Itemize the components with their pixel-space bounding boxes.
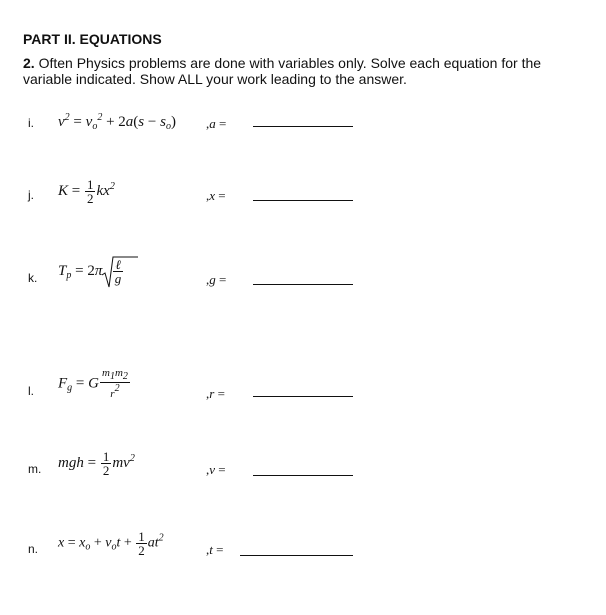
problem-k	[28, 258, 348, 308]
answer-line[interactable]	[240, 555, 353, 556]
problem-n	[28, 528, 348, 578]
solve-variable: r	[209, 386, 215, 401]
instructions-paragraph	[23, 55, 583, 87]
problem-i	[28, 112, 348, 162]
answer-line[interactable]	[253, 126, 353, 127]
solve-for: ,x =	[206, 188, 226, 203]
solve-variable: a	[209, 116, 216, 131]
question-number: 2.	[23, 55, 35, 71]
answer-line[interactable]	[253, 284, 353, 285]
problem-label: m.	[28, 462, 42, 476]
problem-m	[28, 448, 348, 498]
equation: $T_p = 2\pi$ $\frac{\text{ℓ}}{g}$	[58, 258, 124, 285]
solve-for: ,g =	[206, 272, 227, 287]
answer-line[interactable]	[253, 200, 353, 201]
answer-line[interactable]	[253, 396, 353, 397]
problem-label: n.	[28, 542, 39, 556]
equation: mgh = $\frac{1}{2}$ $mv^2$	[58, 449, 135, 478]
equation: $x = x_o + v_ot$ + $\frac{1}{2}$ $at^2$	[58, 529, 164, 558]
section-title: PART II. EQUATIONS	[23, 31, 162, 47]
solve-for: ,v =	[206, 462, 226, 477]
solve-variable: t	[209, 542, 213, 557]
solve-for: ,t =	[206, 542, 224, 557]
solve-variable: x	[209, 188, 216, 203]
equation: $v^2 = v_o^2 + 2a(s - s_o)$	[58, 112, 176, 132]
solve-for: ,a =	[206, 116, 227, 131]
problem-label: j.	[28, 188, 34, 202]
answer-line[interactable]	[253, 475, 353, 476]
solve-variable: v	[209, 462, 216, 477]
instructions-text: Often Physics problems are done with variables only. Solve each equation for the variable indicated. Show ALL your work leading to the answer.	[23, 55, 542, 87]
problem-label: l.	[28, 384, 34, 398]
problem-label: k.	[28, 271, 38, 285]
problem-label: i.	[28, 116, 34, 130]
problem-j	[28, 178, 348, 228]
equation: $F_g = G$ $\frac{m1m2}{r2}$	[58, 367, 128, 400]
equation: K = $\frac{1}{2}$ $kx^2$	[58, 177, 115, 206]
problem-l	[28, 366, 348, 416]
solve-variable: g	[209, 272, 216, 287]
solve-for: ,r =	[206, 386, 225, 401]
